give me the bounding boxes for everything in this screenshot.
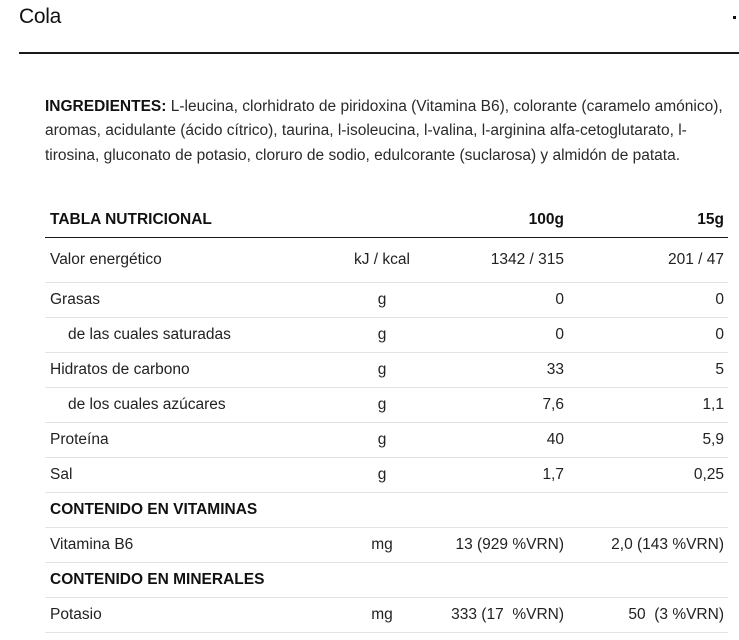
unit-column-header — [338, 203, 426, 238]
value-per-100g: 7,6 — [426, 388, 564, 423]
nutrient-name: Proteína — [45, 423, 338, 458]
ingredients-text — [45, 95, 735, 168]
value-per-15g: 5 — [564, 353, 728, 388]
value-per-100g: 33 — [426, 353, 564, 388]
nutrient-name: Valor energético — [45, 238, 338, 283]
nutrient-unit: g — [338, 423, 426, 458]
nutrient-unit: g — [338, 283, 426, 318]
nutrition-table — [45, 203, 728, 633]
value-per-100g: 13 (929 %VRN) — [426, 528, 564, 563]
nutrition-table-title: TABLA NUTRICIONAL — [45, 203, 338, 238]
nutrient-unit: kJ / kcal — [338, 238, 426, 283]
minerals-section-header — [45, 563, 728, 598]
collapse-indicator-icon[interactable] — [733, 16, 736, 19]
ingredients-list: L-leucina, clorhidrato de piridoxina (Vitamina B6), colorante (caramelo amónico), aromas, acidulante (ácido cítrico), taurina, l-isoleucina, l-valina, l-arginina alfa-cetoglutarato, l-tirosina, gluconato de potasio, cloruro de sodio, edulcorante (suclarosa) y almidón de patata. — [45, 98, 723, 164]
value-per-100g: 0 — [426, 318, 564, 353]
value-per-100g: 333 (17 %VRN) — [426, 598, 564, 633]
value-per-15g: 50 (3 %VRN) — [564, 598, 728, 633]
section-title: CONTENIDO EN MINERALES — [45, 563, 728, 598]
value-per-15g: 5,9 — [564, 423, 728, 458]
table-row-protein — [45, 423, 728, 458]
value-per-15g: 0 — [564, 283, 728, 318]
value-per-100g: 40 — [426, 423, 564, 458]
nutrient-unit: mg — [338, 598, 426, 633]
nutrition-table-header — [45, 203, 728, 238]
nutrient-unit: g — [338, 458, 426, 493]
table-row-fat — [45, 283, 728, 318]
ingredients-label: INGREDIENTES: — [45, 98, 167, 115]
nutrient-name: de los cuales azúcares — [45, 388, 338, 423]
nutrient-name: Sal — [45, 458, 338, 493]
nutrient-name: Grasas — [45, 283, 338, 318]
nutrient-unit: g — [338, 388, 426, 423]
table-row-energy — [45, 238, 728, 283]
per-100g-column-header: 100g — [426, 203, 564, 238]
nutrient-unit: g — [338, 353, 426, 388]
nutrient-name: Potasio — [45, 598, 338, 633]
table-row-vitamin-b6 — [45, 528, 728, 563]
nutrient-name: Hidratos de carbono — [45, 353, 338, 388]
nutrient-name: de las cuales saturadas — [45, 318, 338, 353]
product-header[interactable] — [19, 0, 739, 54]
vitamins-section-header — [45, 493, 728, 528]
table-row-saturated-fat — [45, 318, 728, 353]
value-per-15g: 0 — [564, 318, 728, 353]
table-row-sugars — [45, 388, 728, 423]
table-row-potassium — [45, 598, 728, 633]
value-per-15g: 1,1 — [564, 388, 728, 423]
value-per-100g: 1,7 — [426, 458, 564, 493]
nutrient-name: Vitamina B6 — [45, 528, 338, 563]
product-title: Cola — [19, 5, 61, 28]
value-per-100g: 0 — [426, 283, 564, 318]
value-per-15g: 2,0 (143 %VRN) — [564, 528, 728, 563]
value-per-15g: 201 / 47 — [564, 238, 728, 283]
value-per-100g: 1342 / 315 — [426, 238, 564, 283]
section-title: CONTENIDO EN VITAMINAS — [45, 493, 728, 528]
table-row-salt — [45, 458, 728, 493]
nutrient-unit: mg — [338, 528, 426, 563]
nutrient-unit: g — [338, 318, 426, 353]
per-15g-column-header: 15g — [564, 203, 728, 238]
value-per-15g: 0,25 — [564, 458, 728, 493]
table-row-carbohydrates — [45, 353, 728, 388]
